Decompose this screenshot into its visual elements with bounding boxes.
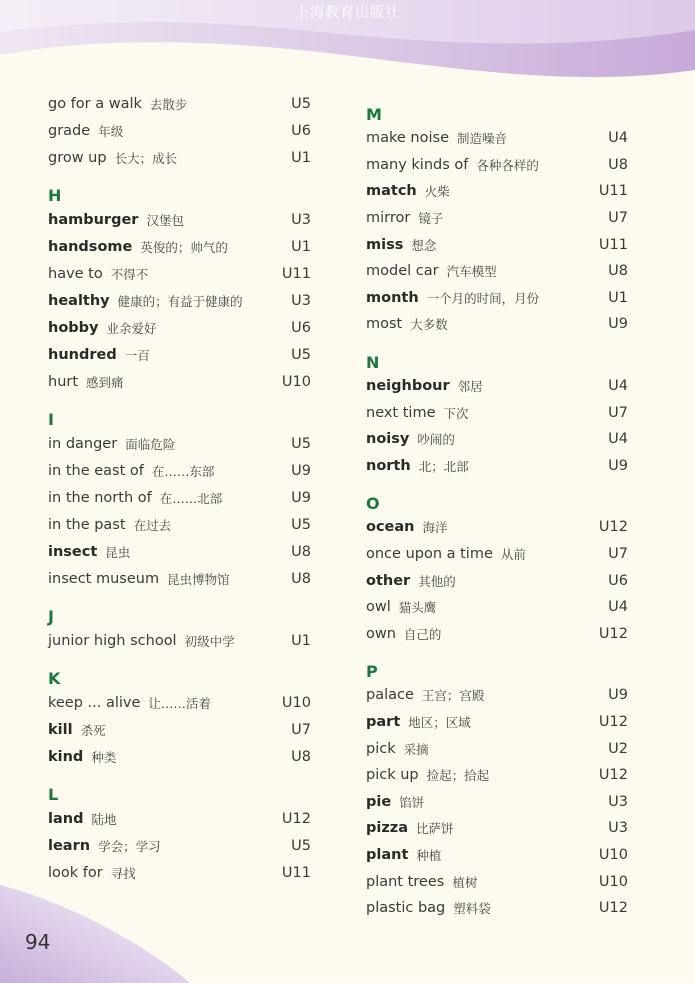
section-letter: H (48, 186, 62, 205)
entry-translation: 面临危险 (125, 436, 176, 452)
entry-word: junior high school (48, 632, 177, 649)
entry-word: plastic bag (366, 900, 446, 917)
entry-translation: 下次 (443, 405, 469, 421)
vocabulary-entry (48, 538, 311, 565)
entry-translation: 其他的 (418, 573, 456, 589)
entry-translation: 吵闹的 (417, 432, 455, 448)
page-number: 94 (25, 930, 51, 954)
entry-translation: 海洋 (422, 520, 448, 536)
entry-translation: 在……东部 (151, 463, 215, 479)
entry-word: match (366, 183, 417, 200)
entry-word: palace (366, 687, 414, 704)
entry-word: keep ... alive (48, 694, 141, 711)
entry-word: kind (48, 748, 84, 765)
section-heading (366, 90, 628, 125)
section-letter: J (48, 607, 54, 626)
section-letter: P (366, 662, 378, 682)
entry-unit: U8 (291, 570, 311, 587)
entry-translation: 在过去 (133, 517, 172, 533)
entry-translation: 想念 (411, 237, 437, 253)
section-letter: I (48, 410, 54, 429)
vocabulary-entry (366, 373, 628, 400)
vocabulary-entry (366, 788, 628, 815)
entry-word: insect museum (48, 570, 160, 587)
entry-translation: 各种各样的 (476, 157, 539, 173)
vocabulary-entry (366, 567, 628, 594)
entry-word: owl (366, 599, 391, 616)
section-heading (366, 479, 628, 514)
entry-translation: 一百 (124, 347, 150, 363)
entry-translation: 去散步 (149, 96, 188, 112)
vocabulary-entry (366, 453, 628, 480)
section-letter: M (366, 105, 382, 124)
entry-word: model car (366, 263, 439, 280)
vocabulary-entry (366, 815, 628, 842)
entry-unit: U7 (608, 404, 628, 421)
entry-translation: 捡起；拾起 (426, 768, 490, 784)
entry-translation: 寻找 (110, 865, 136, 881)
vocabulary-entry (366, 762, 628, 789)
entry-translation: 猫头鹰 (398, 600, 437, 616)
vocabulary-entry (48, 484, 311, 511)
entry-word: learn (48, 837, 91, 854)
section-heading (48, 770, 311, 805)
entry-word: in the north of (48, 489, 152, 506)
entry-translation: 从前 (500, 547, 526, 563)
entry-word: hurt (48, 373, 79, 390)
entry-unit: U3 (608, 820, 628, 837)
entry-translation: 火柴 (424, 184, 450, 200)
entry-unit: U8 (291, 748, 311, 765)
vocabulary-entry (48, 430, 311, 457)
vocabulary-entry (48, 627, 311, 654)
vocabulary-entry (366, 895, 628, 922)
entry-word: have to (48, 265, 103, 282)
entry-unit: U4 (608, 130, 628, 147)
entry-translation: 邻居 (457, 379, 483, 395)
entry-translation: 镜子 (418, 211, 444, 227)
entry-unit: U9 (291, 462, 311, 479)
entry-word: most (366, 316, 403, 333)
entry-translation: 英俊的；帅气的 (140, 239, 228, 255)
entry-word: grow up (48, 149, 107, 166)
vocabulary-entry (366, 258, 628, 285)
entry-unit: U3 (291, 211, 311, 228)
vocabulary-entry (366, 594, 628, 621)
entry-unit: U5 (291, 95, 311, 112)
vocabulary-entry (48, 117, 311, 144)
vocabulary-entry (48, 206, 311, 233)
vocabulary-entry (366, 178, 628, 205)
entry-unit: U7 (291, 721, 311, 738)
vocabulary-entry (366, 231, 628, 258)
entry-unit: U8 (608, 156, 628, 173)
entry-word: ocean (366, 519, 415, 536)
entry-unit: U10 (281, 373, 311, 390)
entry-unit: U1 (291, 238, 311, 255)
vocabulary-column-right (366, 90, 628, 921)
entry-unit: U12 (281, 810, 311, 827)
entry-word: once upon a time (366, 546, 493, 563)
entry-translation: 昆虫博物馆 (167, 571, 230, 587)
entry-translation: 地区；区域 (408, 714, 471, 730)
entry-translation: 比萨饼 (416, 821, 454, 837)
entry-word: many kinds of (366, 156, 469, 173)
entry-word: month (366, 289, 419, 306)
entry-unit: U6 (291, 122, 311, 139)
entry-unit: U1 (291, 149, 311, 166)
entry-unit: U9 (608, 687, 628, 704)
entry-unit: U5 (291, 435, 311, 452)
entry-translation: 杀死 (80, 722, 106, 738)
section-heading (48, 592, 311, 627)
entry-unit: U1 (291, 632, 311, 649)
vocabulary-entry (366, 842, 628, 869)
vocabulary-entry (48, 457, 311, 484)
vocabulary-entry (366, 735, 628, 762)
vocabulary-entry (366, 709, 628, 736)
entry-unit: U6 (608, 572, 628, 589)
vocabulary-entry (48, 832, 311, 859)
section-letter: L (48, 785, 59, 804)
entry-translation: 长大；成长 (114, 150, 178, 166)
entry-word: in the east of (48, 462, 144, 479)
vocabulary-entry (366, 541, 628, 568)
entry-unit: U3 (608, 793, 628, 810)
entry-unit: U12 (598, 625, 628, 642)
vocabulary-entry (366, 152, 628, 179)
vocabulary-entry (366, 621, 628, 648)
entry-word: in danger (48, 435, 118, 452)
entry-unit: U4 (608, 431, 628, 448)
entry-word: insect (48, 543, 98, 560)
entry-word: miss (366, 236, 404, 253)
entry-translation: 昆虫 (105, 544, 131, 560)
entry-translation: 一个月的时间，月份 (426, 290, 540, 306)
vocabulary-entry (366, 205, 628, 232)
entry-unit: U6 (291, 319, 311, 336)
section-heading (366, 338, 628, 373)
entry-unit: U9 (608, 316, 628, 333)
entry-translation: 塑料袋 (453, 901, 491, 917)
entry-word: next time (366, 404, 436, 421)
vocabulary-entry (366, 426, 628, 453)
vocabulary-entry (48, 90, 311, 117)
entry-translation: 汉堡包 (146, 212, 184, 228)
entry-unit: U8 (291, 543, 311, 560)
vocabulary-column-left (48, 90, 311, 886)
vocabulary-entry (48, 689, 311, 716)
entry-translation: 让……活着 (148, 695, 211, 711)
section-letter: N (366, 352, 380, 372)
entry-unit: U10 (598, 873, 628, 890)
section-letter: O (366, 494, 380, 514)
vocabulary-entry (48, 287, 311, 314)
entry-word: look for (48, 864, 103, 881)
entry-unit: U5 (291, 346, 311, 363)
section-heading (48, 395, 311, 430)
vocabulary-entry (366, 125, 628, 152)
vocabulary-entry (48, 859, 311, 886)
vocabulary-entry (366, 514, 628, 541)
vocabulary-entry (366, 682, 628, 709)
vocabulary-entry (48, 805, 311, 832)
entry-translation: 种类 (91, 749, 117, 765)
section-letter: K (48, 669, 61, 688)
entry-word: pie (366, 793, 392, 810)
section-heading (48, 654, 311, 689)
entry-word: plant (366, 846, 409, 863)
section-heading (366, 647, 628, 682)
entry-translation: 种植 (416, 847, 442, 863)
entry-translation: 馅饼 (399, 794, 425, 810)
entry-unit: U10 (281, 694, 311, 711)
entry-unit: U11 (598, 236, 628, 253)
entry-unit: U12 (598, 713, 628, 730)
entry-translation: 采摘 (403, 741, 429, 757)
entry-translation: 业余爱好 (106, 320, 157, 336)
vocabulary-entry (48, 233, 311, 260)
entry-unit: U7 (608, 210, 628, 227)
entry-unit: U3 (291, 292, 311, 309)
entry-word: go for a walk (48, 95, 142, 112)
entry-translation: 汽车模型 (446, 264, 497, 280)
entry-word: hundred (48, 346, 117, 363)
entry-unit: U4 (608, 599, 628, 616)
vocabulary-entry (366, 868, 628, 895)
entry-translation: 植树 (452, 874, 478, 890)
entry-translation: 王宫；宫殿 (421, 688, 485, 704)
vocabulary-entry (48, 743, 311, 770)
entry-translation: 学会；学习 (98, 838, 161, 854)
entry-translation: 健康的；有益于健康的 (117, 293, 243, 309)
entry-unit: U12 (598, 519, 628, 536)
entry-unit: U4 (608, 378, 628, 395)
entry-translation: 制造噪音 (457, 131, 508, 147)
vocabulary-entry (48, 368, 311, 395)
entry-word: neighbour (366, 378, 450, 395)
entry-translation: 感到痛 (86, 374, 124, 390)
publisher-name: 上海教育出版社 (295, 5, 400, 21)
vocabulary-entry (366, 311, 628, 338)
vocabulary-entry (48, 314, 311, 341)
entry-unit: U2 (608, 740, 628, 757)
vocabulary-entry (48, 565, 311, 592)
entry-translation: 北；北部 (418, 458, 469, 474)
entry-word: healthy (48, 292, 110, 309)
entry-word: north (366, 457, 411, 474)
entry-word: in the past (48, 516, 126, 533)
section-heading (48, 171, 311, 206)
vocabulary-entry (48, 260, 311, 287)
entry-translation: 大多数 (410, 317, 448, 333)
entry-word: hamburger (48, 211, 139, 228)
entry-unit: U11 (281, 265, 311, 282)
entry-word: mirror (366, 210, 411, 227)
entry-unit: U1 (608, 289, 628, 306)
entry-word: pizza (366, 820, 409, 837)
entry-translation: 陆地 (91, 811, 117, 827)
entry-unit: U12 (598, 900, 628, 917)
entry-word: kill (48, 721, 73, 738)
entry-translation: 在……北部 (159, 490, 223, 506)
entry-word: own (366, 625, 396, 642)
entry-unit: U11 (281, 864, 311, 881)
entry-word: plant trees (366, 873, 445, 890)
entry-word: pick (366, 740, 396, 757)
entry-word: part (366, 713, 401, 730)
entry-word: hobby (48, 319, 99, 336)
vocabulary-entry (48, 716, 311, 743)
entry-word: handsome (48, 238, 133, 255)
entry-word: grade (48, 122, 91, 139)
entry-unit: U5 (291, 837, 311, 854)
vocabulary-entry (48, 511, 311, 538)
vocabulary-entry (366, 285, 628, 312)
vocabulary-entry (48, 341, 311, 368)
entry-translation: 自己的 (403, 626, 442, 642)
entry-word: pick up (366, 767, 419, 784)
entry-word: noisy (366, 431, 410, 448)
entry-word: land (48, 810, 84, 827)
vocabulary-entry (366, 399, 628, 426)
vocabulary-entry (48, 144, 311, 171)
entry-unit: U9 (608, 457, 628, 474)
entry-translation: 初级中学 (184, 633, 235, 649)
entry-unit: U8 (608, 263, 628, 280)
entry-unit: U9 (291, 489, 311, 506)
entry-unit: U11 (598, 183, 628, 200)
entry-word: make noise (366, 130, 449, 147)
entry-translation: 不得不 (110, 266, 149, 282)
entry-unit: U5 (291, 516, 311, 533)
entry-unit: U7 (608, 546, 628, 563)
entry-unit: U10 (598, 846, 628, 863)
entry-word: other (366, 572, 411, 589)
entry-unit: U12 (598, 767, 628, 784)
entry-translation: 年级 (98, 123, 124, 139)
